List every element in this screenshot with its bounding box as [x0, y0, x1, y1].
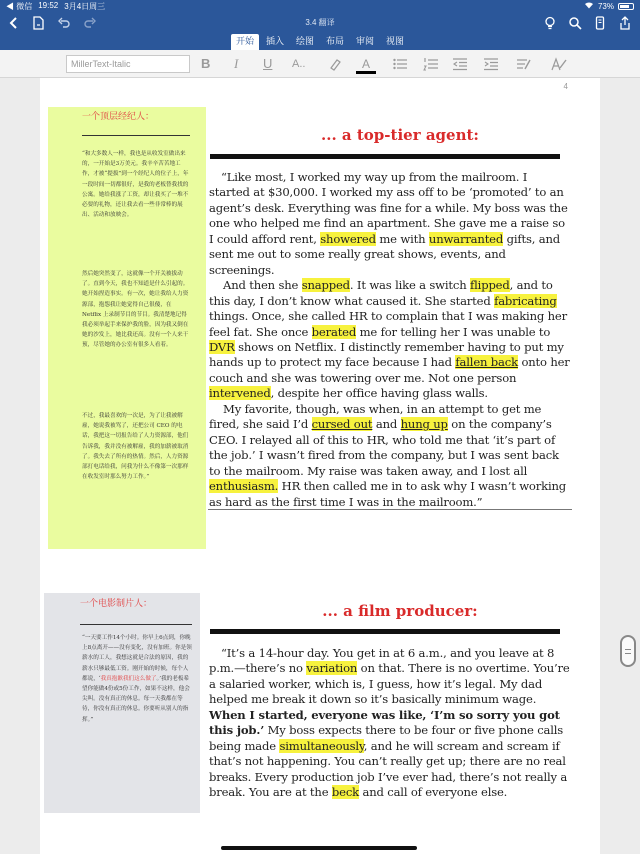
document-title: 3.4 翻译	[305, 18, 335, 27]
bold-text-run: When I started, everyone was like, ‘I’m so sorry you got this job.’	[209, 707, 560, 738]
back-to-app-label[interactable]: ◀ 微信	[6, 1, 33, 11]
text-run: , and to this day, I don’t know what caused it. She started	[209, 278, 553, 308]
wifi-icon	[584, 1, 594, 11]
battery-fill	[620, 5, 629, 8]
bold-button[interactable]: B	[201, 56, 211, 71]
font-name-field[interactable]: MillerText-Italic	[66, 55, 190, 73]
highlighted-word: variation	[306, 661, 358, 676]
highlighted-underlined-phrase: hung up	[400, 417, 448, 432]
translation-sidebar-producer	[44, 593, 200, 813]
sidebar-divider	[80, 624, 192, 625]
italic-button[interactable]: I	[234, 56, 239, 71]
text-run: on that. There is no overtime. You’re a salaried worker, which is, I guess, how it’s legal. My dad helped me break it down so it’s basically minimum wage.	[209, 661, 570, 707]
page-number: 4	[563, 82, 568, 91]
paragraph-styles-icon[interactable]	[516, 56, 532, 72]
highlighted-underlined-phrase: fallen back	[455, 355, 518, 370]
text-run: My favorite, though, was when, in an attempt to get me fired, she said I’d	[209, 401, 542, 432]
font-color-letter: A	[361, 57, 370, 71]
title-rule	[210, 154, 560, 159]
tab-view[interactable]: 视图	[386, 36, 405, 46]
text-run: and	[372, 417, 401, 432]
bullet-list-icon[interactable]	[392, 56, 408, 72]
text-run: , despite her office having glass walls.	[270, 386, 488, 401]
text-run: , and he will scream and scream if that’s not happening. You can’t really get up; there are no real breaks. Every production job I’ve ever had, there’s not really a break. You are at the	[209, 738, 568, 800]
lightbulb-icon[interactable]	[542, 15, 558, 31]
article-paragraph	[209, 278, 571, 402]
sidebar-heading: 一个电影制片人：	[80, 598, 153, 608]
highlighted-underlined-phrase: cursed out	[311, 417, 373, 432]
battery-percent: 73%	[597, 1, 614, 11]
decrease-indent-icon[interactable]	[452, 56, 468, 72]
article-body-agent[interactable]	[209, 170, 571, 510]
share-icon[interactable]	[617, 15, 633, 31]
status-bar	[0, 0, 640, 12]
ribbon-tabs	[0, 34, 640, 50]
font-color-button[interactable]	[358, 56, 374, 72]
highlighted-word: beck	[331, 785, 359, 800]
document-page[interactable]	[40, 78, 600, 854]
highlighter-icon[interactable]	[327, 56, 343, 72]
text-run: “Like most, I worked my way up from the mailroom. I started at $30,000. I worked my ass off to be ‘promoted’ to an agent’s desk. Everything was fine for a while. My boss was the one who helped me find an apartment. She gave me a raise so I could afford rent,	[209, 170, 568, 246]
underline-button[interactable]: U	[263, 56, 273, 71]
text-run: and call of everyone else.	[358, 785, 508, 800]
article-title-agent: ... a top-tier agent:	[321, 126, 479, 144]
text-run: me with	[375, 231, 429, 246]
home-indicator[interactable]	[221, 846, 417, 850]
article-title-producer: ... a film producer:	[322, 602, 478, 620]
battery-icon	[618, 3, 634, 10]
text-run: things. Once, she called HR to complain that I was making her feel fat. She once	[209, 309, 567, 339]
text-run: me for telling her I was unable to	[356, 324, 551, 339]
highlighted-word: simultaneously	[279, 738, 364, 753]
sidebar-paragraph: 然后她突然变了，这就像一个开关被拔动了。直到今天，我也不知道是什么引起的。她开始捏造事实。有一次，她让我给人力资源部，抱怨我让她觉得自己很傻，在 Netflix 上录制节目的节目。我清楚地记得我必须举起手来保护我的脸，因为我又倒在她的沙发上，她比我还高。没有一个人来干预，尽管她的办公室有很多人看着。	[82, 271, 189, 349]
text-run: . It was like a switch	[349, 278, 471, 293]
highlighted-word: enthusiasm.	[209, 479, 279, 494]
search-icon[interactable]	[567, 15, 583, 31]
article-body-producer[interactable]	[209, 646, 571, 801]
article-paragraph	[209, 646, 571, 801]
sidebar-paragraph: “和大多数人一样，我也是从收发室做出来的，一开始是3万美元。我辛辛苦苦地工作，才被“提拔”到一个经纪人的位子上，年一段时间一切都很好，是我的老板替我找的公寓。她给我涨了工资，却让我买了一堆不必要的礼物，还让我去看一些非常棒的展出、活动和放映会。	[82, 151, 189, 219]
title-rule	[210, 629, 560, 634]
text-run: My boss expects there to be four or five phone calls being made	[209, 723, 564, 753]
text-run: “It’s a 14-hour day. You get in at 6 a.m., and you leave at 8 p.m.—there’s no	[209, 646, 555, 676]
sidebar-text: 。’我的老板希望你能做4份或5份工作，如果不这样，他会尖叫。没有真正的休息。每一天我都在等待，你没有真正的休息。你要听从别人的指挥。”	[82, 675, 190, 723]
highlighted-word: DVR	[209, 339, 235, 354]
text-run: shows on Netflix. I distinctly remember having to put my hands up to protect my face because I had	[209, 339, 564, 370]
sidebar-divider	[82, 135, 190, 136]
section-divider	[208, 509, 572, 510]
translation-sidebar-agent	[48, 107, 206, 549]
status-date: 3月4日周三	[64, 1, 106, 11]
article-paragraph	[209, 170, 571, 278]
sidebar-paragraph	[82, 633, 192, 725]
tab-layout[interactable]: 布局	[326, 36, 345, 46]
highlighted-word: berated	[311, 324, 357, 339]
tab-review[interactable]: 审阅	[356, 36, 375, 46]
numbered-list-icon[interactable]	[423, 56, 439, 72]
sidebar-text-red: 我真抱歉我们这么做了	[100, 675, 157, 682]
text-run: on the company’s CEO. I relayed all of this to HR, who told me that ‘it’s part of the job.’ I wasn’t fired from the company, but I was sent back to the mailroom. My raise was taken away, and I lost all	[209, 417, 559, 478]
increase-indent-icon[interactable]	[483, 56, 499, 72]
font-effects-button[interactable]: A..	[292, 58, 306, 70]
sidebar-text: “一天要工作14个小时。你早上6点到，你晚上8点离开——没有变化，没有加班。你是领薪水的工人，我想这就是合法的原因，我的薪水只够最低工资。刚开始的时候，每个人都说，‘	[82, 635, 192, 682]
sidebar-heading: 一个顶层经纪人：	[82, 111, 155, 121]
title-bar	[0, 12, 640, 34]
text-run: And then she	[223, 278, 302, 293]
highlighted-word: fabricating	[494, 293, 557, 308]
highlighted-word: snapped	[301, 278, 350, 293]
font-color-bar	[356, 71, 376, 74]
formatting-toolbar	[0, 50, 640, 78]
sidebar-paragraph: 不过，我最喜欢的一次是，为了让我被解雇，她说我被骂了，还把公司 CEO 的电话，我把这一切报告给了人力资源部，他们告诉我，我并没有被解雇，我的加薪被取消了。我失去了所有的热情。然后，人力资源部打电话给我，问我为什么不像第一次那样在收发室时那么努力工作。”	[82, 413, 189, 481]
highlighted-word: intervened	[209, 386, 271, 401]
text-run: onto her couch and she was towering over me. Not one person	[209, 355, 570, 385]
tab-insert[interactable]: 插入	[265, 36, 284, 46]
article-paragraph	[209, 402, 571, 510]
highlighted-word: unwarranted	[428, 231, 504, 246]
scroll-handle[interactable]	[620, 635, 636, 667]
mobile-view-icon[interactable]	[592, 15, 608, 31]
highlighted-word: flipped	[470, 278, 510, 293]
text-run: gifts, and sent me out to some really great shows, events, and screenings.	[209, 231, 561, 277]
highlighted-word: showered	[320, 231, 376, 246]
tab-draw[interactable]: 绘图	[295, 36, 314, 46]
text-run: HR then called me in to ask why I wasn’t working as hard as the first time I was in the mailroom.”	[209, 479, 566, 509]
styles-pen-icon[interactable]	[551, 56, 567, 72]
tab-home[interactable]: 开始	[231, 34, 259, 50]
status-time: 19:52	[38, 0, 59, 10]
